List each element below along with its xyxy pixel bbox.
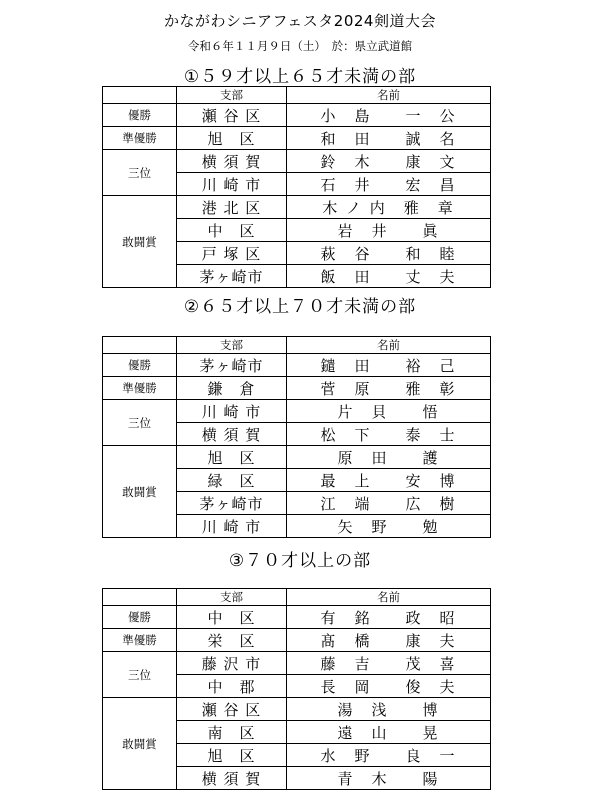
name-cell: 湯 浅 博 — [287, 698, 491, 721]
branch-cell: 旭 区 — [177, 446, 287, 469]
branch-cell: 藤 沢 市 — [177, 652, 287, 675]
name-cell: 遠 山 晃 — [287, 721, 491, 744]
header-branch: 支部 — [177, 87, 287, 104]
header-name: 名前 — [287, 589, 491, 606]
header-row — [103, 87, 491, 104]
table-row — [103, 698, 491, 721]
award-category: 敢闘賞 — [103, 196, 177, 288]
results-table-3 — [102, 588, 491, 790]
branch-cell: 旭 区 — [177, 127, 287, 150]
branch-cell: 川 崎 市 — [177, 400, 287, 423]
name-cell: 鑓 田 裕 己 — [287, 354, 491, 377]
branch-cell: 中 区 — [177, 219, 287, 242]
header-name: 名前 — [287, 87, 491, 104]
table-row — [103, 652, 491, 675]
branch-cell: 栄 区 — [177, 629, 287, 652]
header-name: 名前 — [287, 337, 491, 354]
name-cell: 江 端 広 樹 — [287, 492, 491, 515]
page-title: かながわシニアフェスタ2024剣道大会 — [164, 12, 436, 30]
name-cell: 小 島 一 公 — [287, 104, 491, 127]
name-cell: 木 ノ 内 雅 章 — [287, 196, 491, 219]
table-row — [103, 354, 491, 377]
name-cell: 和 田 誠 名 — [287, 127, 491, 150]
branch-cell: 横 須 賀 — [177, 423, 287, 446]
award-category: 準優勝 — [103, 127, 177, 150]
header-branch: 支部 — [177, 589, 287, 606]
branch-cell: 横 須 賀 — [177, 150, 287, 173]
branch-cell: 緑 区 — [177, 469, 287, 492]
name-cell: 鈴 木 康 文 — [287, 150, 491, 173]
header-blank-cell — [103, 87, 177, 104]
branch-cell: 港 北 区 — [177, 196, 287, 219]
branch-cell: 瀬 谷 区 — [177, 104, 287, 127]
award-category: 準優勝 — [103, 629, 177, 652]
results-table-1 — [102, 86, 491, 288]
name-cell: 岩 井 眞 — [287, 219, 491, 242]
table-row — [103, 104, 491, 127]
award-category: 優勝 — [103, 104, 177, 127]
section-heading-1: ①５９才以上６５才未満の部 — [183, 67, 417, 87]
branch-cell: 鎌 倉 — [177, 377, 287, 400]
table-row — [103, 629, 491, 652]
name-cell: 水 野 良 一 — [287, 744, 491, 767]
table-row — [103, 196, 491, 219]
branch-cell: 南 区 — [177, 721, 287, 744]
name-cell: 藤 吉 茂 喜 — [287, 652, 491, 675]
header-blank-cell — [103, 337, 177, 354]
date-venue: 令和６年１１月９日（土） 於：県立武道館 — [187, 39, 413, 53]
table-row — [103, 377, 491, 400]
header-row — [103, 589, 491, 606]
award-category: 三位 — [103, 400, 177, 446]
award-category: 敢闘賞 — [103, 446, 177, 538]
branch-cell: 旭 区 — [177, 744, 287, 767]
award-category: 三位 — [103, 150, 177, 196]
branch-cell: 戸 塚 区 — [177, 242, 287, 265]
name-cell: 松 下 泰 士 — [287, 423, 491, 446]
name-cell: 原 田 護 — [287, 446, 491, 469]
branch-cell: 茅ヶ崎市 — [177, 265, 287, 288]
name-cell: 髙 橋 康 夫 — [287, 629, 491, 652]
name-cell: 菅 原 雅 彰 — [287, 377, 491, 400]
header-branch: 支部 — [177, 337, 287, 354]
award-category: 敢闘賞 — [103, 698, 177, 790]
branch-cell: 瀬 谷 区 — [177, 698, 287, 721]
header-blank-cell — [103, 589, 177, 606]
table-row — [103, 446, 491, 469]
section-heading-3: ③７０才以上の部 — [228, 551, 372, 571]
name-cell: 長 岡 俊 夫 — [287, 675, 491, 698]
name-cell: 最 上 安 博 — [287, 469, 491, 492]
name-cell: 有 銘 政 昭 — [287, 606, 491, 629]
name-cell: 青 木 陽 — [287, 767, 491, 790]
branch-cell: 川 崎 市 — [177, 173, 287, 196]
table-row — [103, 127, 491, 150]
branch-cell: 川 崎 市 — [177, 515, 287, 538]
branch-cell: 中 郡 — [177, 675, 287, 698]
name-cell: 石 井 宏 昌 — [287, 173, 491, 196]
table-row — [103, 606, 491, 629]
branch-cell: 中 区 — [177, 606, 287, 629]
name-cell: 萩 谷 和 睦 — [287, 242, 491, 265]
award-category: 優勝 — [103, 354, 177, 377]
name-cell: 飯 田 丈 夫 — [287, 265, 491, 288]
award-category: 優勝 — [103, 606, 177, 629]
branch-cell: 茅ヶ崎市 — [177, 354, 287, 377]
branch-cell: 横 須 賀 — [177, 767, 287, 790]
name-cell: 片 貝 悟 — [287, 400, 491, 423]
award-category: 準優勝 — [103, 377, 177, 400]
name-cell: 矢 野 勉 — [287, 515, 491, 538]
section-heading-2: ②６５才以上７０才未満の部 — [183, 297, 417, 317]
award-category: 三位 — [103, 652, 177, 698]
table-row — [103, 400, 491, 423]
results-table-2 — [102, 336, 491, 538]
header-row — [103, 337, 491, 354]
branch-cell: 茅ヶ崎市 — [177, 492, 287, 515]
table-row — [103, 150, 491, 173]
